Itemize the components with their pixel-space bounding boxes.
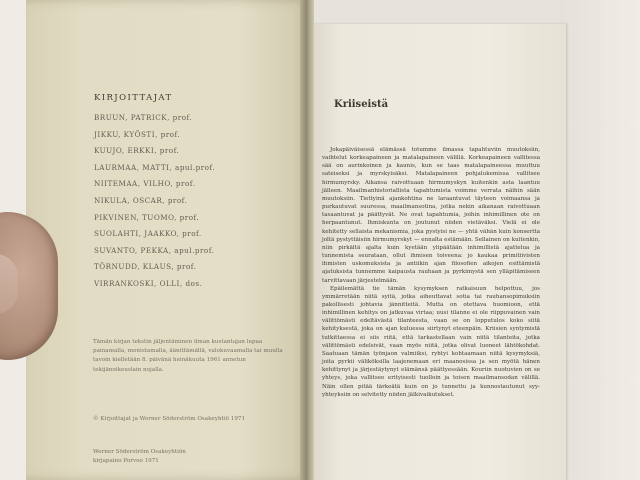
- printer-line: kirjapaino Porvoo 1971: [93, 458, 159, 464]
- book-gutter: [300, 0, 314, 480]
- contributor-entry: JIKKU, KYÖSTI, prof.: [94, 129, 181, 139]
- contributor-entry: SUVANTO, PEKKA, apul.prof.: [94, 245, 215, 255]
- contributor-entry: KUUJO, ERKKI, prof.: [94, 146, 180, 156]
- copyright-notice: Tämän kirjan tekstin jäljentäminen ilman kustantajan lupaa painamalla, monistamalla, äänittämällä, valokuvaamalla tai muulla tavoin kielletään 8. päivänä heinäkuuta 1961 annetun tekijänoikeuslain nojalla.: [93, 339, 283, 373]
- body-paragraph: Epäilemättä tie tämän kysymyksen ratkaisuun helpottuu, jos ymmärretään niitä syitä, jotka aiheuttavat sotia tai rauhansopimuksiin pakollisesti johtavia jännitteitä. Mutta on otettava huomioon, että inhimillinen kehitys on jatkuvaa virtaa; uusi tilanne ei ole riippuvainen vain välittömästi edeltävästä tilanteesta, vaan se on lopputulos koko siitä kehityksestä, joka on ajan kuluessa siirtynyt eteenpäin. Kriisien syntymistä tutkittaessa ei siis riitä, että tarkastellaan vain niitä tilanteita, jotka välittömästi edelsivät, vaan myös niitä, jotka olivat luoneet lähtökohdat. Saatuaan tämän työnjaon valmiiksi, ryhtyi kohtaamaan niitä kysymyksiä, joita pyrkii väliköksilla laajenemaan eri maanosissa ja sen myötä hänen kehittynyt ja järjestäytynyt elämänsä päättyessään. Kouriin nuotuvien on se yhteys, joka vallitsee erityisesti tuolloin ja toisen maailmansodan välillä. Näin ollen pitää tärkeätä kuin on jo tunnettu ja kunnostautunut syy-yhteyksiin on selvitetty niiden jälkivaikutukset.: [322, 285, 540, 398]
- contributors-list: [94, 113, 215, 296]
- contributor-entry: TÖRNUDD, KLAUS, prof.: [94, 262, 197, 272]
- contributor-entry: SUOLAHTI, JAAKKO, prof.: [94, 229, 202, 239]
- contributor-entry: LAURMAA, MATTI, apul.prof.: [94, 162, 216, 172]
- contributor-entry: NIKULA, OSCAR, prof.: [94, 195, 188, 205]
- body-paragraph: Jokapäiväisessä elämässä totumme ilmassa tapahtuviin muutoksiin, vaihtelut korkeapaineen ja matalapaineen välillä. Korkeapaineen vallitessa sää on aurinkoinen ja kaunis, kun se taas matalapaineessa muuttuu sateiseksi ja myrskyisäksi. Matalapaineen pohjalukemissa vallitsee hirmumyrsky. Aikansa raivottuaan hirmumyskyn kuitenkin asta laantuu jälleen. Maailmanhistoriallista tapahtumista voimme verrata näihin sään muutoksiin. Tiettyinä ajankohtina ne laraantuvat täyteen voimaansa ja purkautuvat suuressa, maailmansotina, jotka nekin aikanaan raivottuaan tasaantuvat ja päättyvät. Ne ovat tapahtumia, joihin inhimillinen ote on herpaantunut. Ihmiskunta on joutunut niiden vietäväksi. Vielä ei ole kehitetty sellaista mekanismia, joka pystyisi ne — yhtä vähän kuin konsertta joltä pystyttäisiin hirmumyrskyt — ennalta estämään. Sellainen on kuitenkin, niin pirkältä ajalta kuin kyetään ylipäätään inhimillistä ajattelua ja tunnemista seurataan, ollut ihmisen toiveena: jo kaukaa primitiivisten ihmisten uskomuksista ja antiikin ajan filosofien aikojen esittämistä ajatuksista tunnemme kaipausta rauhaan ja pyrkimystä sen ylläpitämiseen tarvittavaan järjestelmään.: [322, 147, 540, 284]
- contributors-heading: KIRJOITTAJAT: [94, 93, 173, 103]
- thumb: [0, 212, 58, 360]
- contributor-entry: BRUUN, PATRICK, prof.: [94, 113, 193, 122]
- table-surface-right: [560, 0, 640, 480]
- printer-info: [93, 448, 186, 466]
- chapter-title: Kriiseistä: [334, 99, 389, 110]
- thumbnail-nail: [0, 254, 18, 314]
- contributor-entry: NIITEMAA, VILHO, prof.: [94, 179, 196, 189]
- contributor-entry: PIKVINEN, TUOMO, prof.: [94, 212, 200, 222]
- contributor-entry: VIRRANKOSKI, OLLI, dos.: [94, 278, 203, 288]
- copyright-line: © Kirjoittajat ja Werner Söderström Osakeyhtiö 1971: [93, 416, 246, 422]
- printer-line: Werner Söderström Osakeyhtiön: [93, 449, 186, 455]
- chapter-body: [322, 146, 540, 399]
